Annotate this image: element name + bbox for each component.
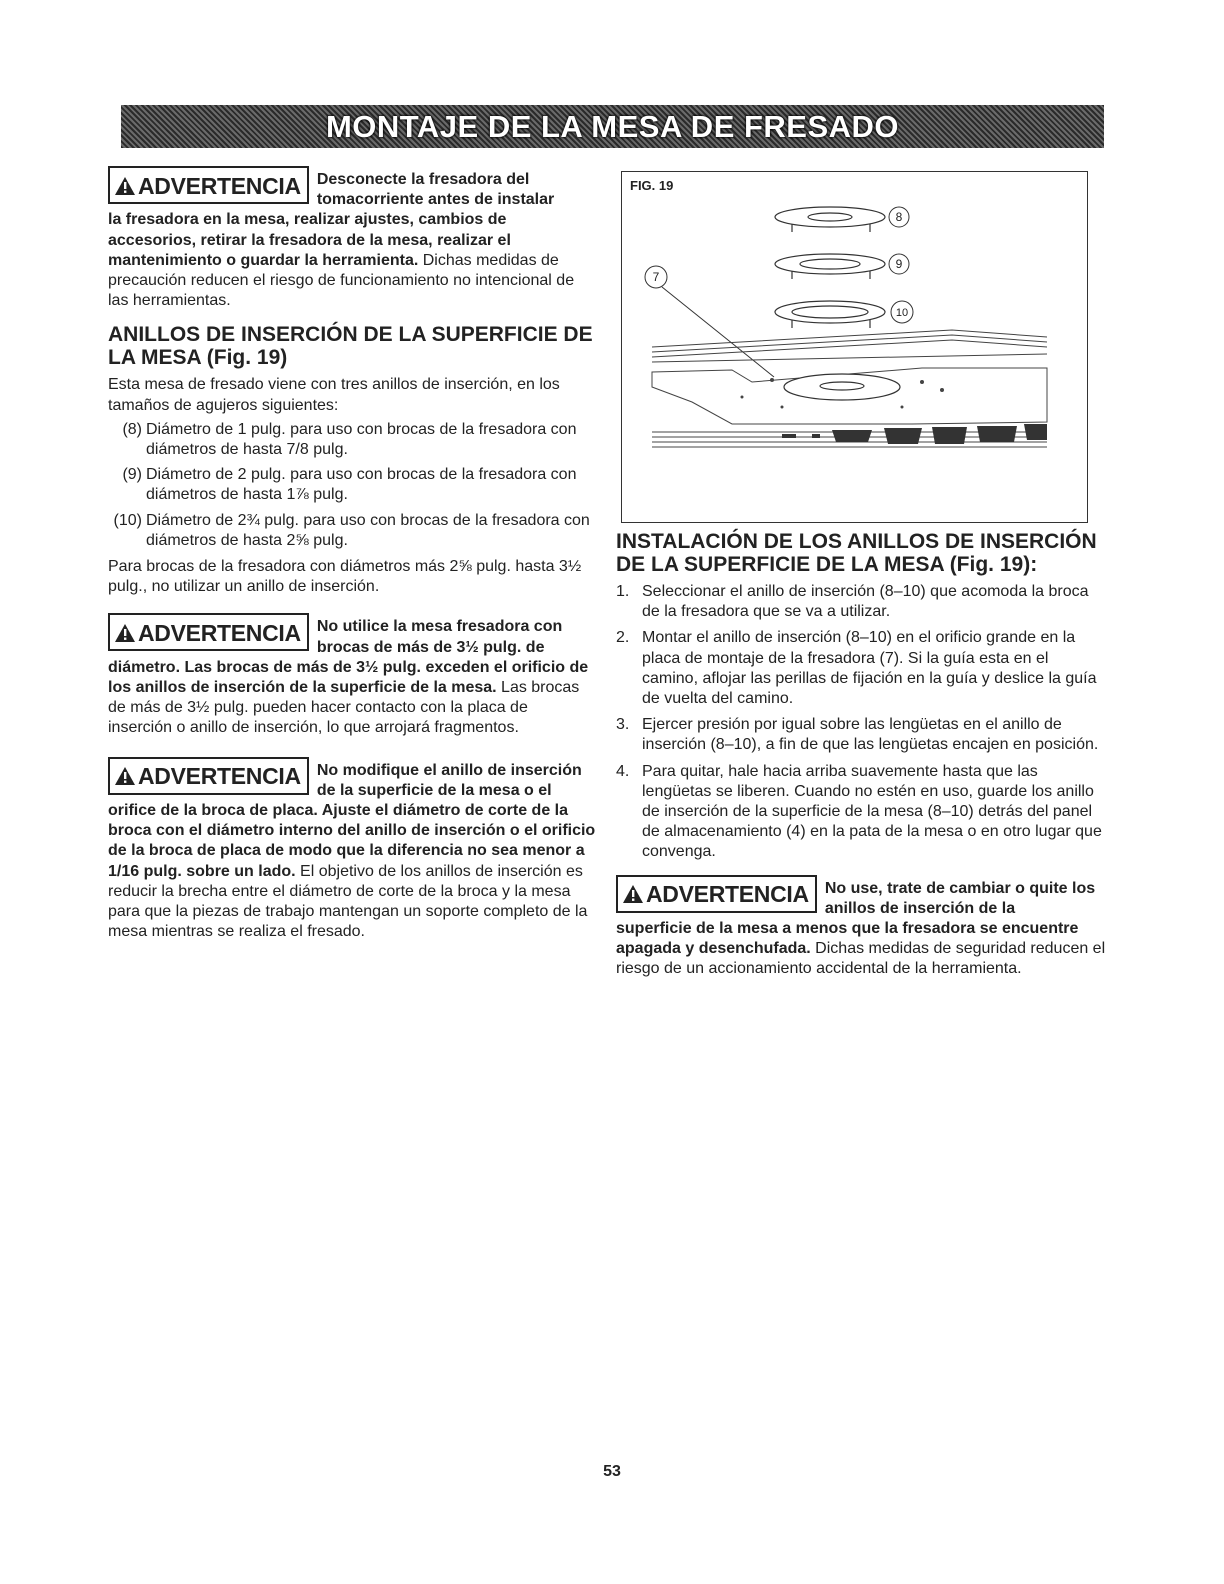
warning-bold-text: orifice de la broca de placa. Ajuste el diámetro de corte de la broca con el diámetro interno del anillo de inserción o el orificio de la broca de placa de modo que la diferencia no sea menor a 1/16 pulg. sobre un lado. <box>108 802 596 880</box>
list-item <box>108 420 596 460</box>
figure-19 <box>621 171 1088 523</box>
list-item <box>108 511 596 551</box>
warning-bold-text: superficie de la mesa a menos que la fresadora se encuentre apagada y desenchufada. <box>616 920 1079 958</box>
warning-normal-text: Las brocas de más de 3½ pulg. pueden hacer contacto con la placa de inserción o anillo de inserción, lo que arrojará fragmentos. <box>108 679 580 737</box>
warning-badge <box>108 166 309 204</box>
rings-note: Para brocas de la fresadora con diámetros más 2⅝ pulg. hasta 3½ pulg., no utilizar un anillo de inserción. <box>108 558 582 596</box>
callout-7: 7 <box>652 270 660 284</box>
warning-block-3 <box>108 755 596 943</box>
warning-label: ADVERTENCIA <box>138 172 301 199</box>
warning-lead-text: No use, trate de cambiar o quite los anillos de inserción de la <box>824 879 1096 917</box>
warning-header <box>108 611 596 657</box>
warning-lead-text: No modifique el anillo de inserción de la superficie de la mesa o el <box>316 761 582 799</box>
insert-ring-8 <box>775 207 885 232</box>
step-number: 3. <box>616 716 630 734</box>
section-heading-install: INSTALACIÓN DE LOS ANILLOS DE INSERCIÓN DE LA SUPERFICIE DE LA MESA (Fig. 19): <box>616 530 1097 576</box>
list-item <box>616 582 1108 622</box>
warning-triangle-icon <box>114 623 136 643</box>
warning-triangle-icon <box>622 884 644 904</box>
section-banner <box>121 105 1104 148</box>
warning-header <box>616 873 1108 919</box>
warning-body <box>616 919 1108 980</box>
right-column <box>616 530 1108 992</box>
ring-number: (9) <box>122 466 142 484</box>
warning-label: ADVERTENCIA <box>138 619 301 646</box>
step-number: 1. <box>616 583 630 600</box>
leader-line <box>662 287 774 377</box>
warning-normal-text: Dichas medidas de precaución reducen el riesgo de funcionamiento no intencional de las herramientas. <box>108 251 575 310</box>
page-number: 53 <box>603 1463 621 1480</box>
warning-badge <box>108 613 309 651</box>
warning-body <box>108 801 596 942</box>
warning-bold-text: diámetro. Las brocas de más de 3½ pulg. exceden el orificio de los anillos de inserción de la superficie de la mesa. <box>108 658 589 697</box>
ring-number: (8) <box>122 420 142 438</box>
step-text: Seleccionar el anillo de inserción (8–10) que acomoda la broca de la fresadora que se va a utilizar. <box>642 583 1089 621</box>
rings-list <box>108 420 596 551</box>
callout-8: 8 <box>895 210 903 224</box>
step-text: Para quitar, hale hacia arriba suavemente hasta que las lengüetas se liberen. Cuando no estén en uso, guarde los anillo de inserción de la superficie de la mesa (8–10) detrás del panel de almacenamiento (4) en la pata de la mesa o en otro lugar que convenga. <box>642 762 1102 861</box>
warning-triangle-icon <box>114 766 136 786</box>
warning-normal-text: Dichas medidas de seguridad reducen el riesgo de un accionamiento accidental de la herramienta. <box>616 940 1106 978</box>
list-item <box>616 628 1108 709</box>
warning-block-4 <box>616 873 1108 980</box>
warning-triangle-icon <box>114 176 136 196</box>
warning-header <box>108 164 596 210</box>
list-item <box>616 762 1108 863</box>
section-heading-rings: ANILLOS DE INSERCIÓN DE LA SUPERFICIE DE LA MESA (Fig. 19) <box>108 323 593 370</box>
warning-block-2 <box>108 611 596 738</box>
callout-10: 10 <box>895 307 909 319</box>
install-steps <box>616 582 1108 863</box>
warning-label: ADVERTENCIA <box>646 881 809 908</box>
warning-body <box>108 658 596 739</box>
warning-badge <box>616 875 817 913</box>
step-number: 4. <box>616 762 630 780</box>
ring-text: Diámetro de 1 pulg. para uso con brocas de la fresadora con diámetros de hasta 7/8 pulg. <box>146 420 577 459</box>
warning-normal-text: El objetivo de los anillos de inserción es reducir la brecha entre el diámetro de corte de la broca y la mesa para que la piezas de trabajo mantengan un soporte completo de la mesa mientras se realiza el fresado. <box>108 862 588 941</box>
step-text: Ejercer presión por igual sobre las lengüetas en el anillo de inserción (8–10), a fin de que las lengüetas encajen en posición. <box>642 716 1099 754</box>
step-text: Montar el anillo de inserción (8–10) en el orificio grande en la placa de montaje de la fresadora (7). Si la guía esta en el camino, aflojar las perillas de fijación en la guía y deslice la guía de vuelta del camino. <box>642 629 1097 708</box>
insert-ring-10 <box>775 301 885 328</box>
left-column <box>108 164 596 955</box>
warning-block-1 <box>108 164 596 311</box>
brand-strip <box>782 424 1047 444</box>
warning-header <box>108 755 596 801</box>
list-item <box>108 465 596 505</box>
warning-lead-text: No utilice la mesa fresadora con brocas de más de 3½ pulg. de <box>316 618 563 656</box>
warning-body <box>108 210 596 311</box>
insert-ring-9 <box>775 254 885 279</box>
ring-text: Diámetro de 2 pulg. para uso con brocas de la fresadora con diámetros de hasta 1⅞ pulg. <box>146 466 577 504</box>
warning-label: ADVERTENCIA <box>138 763 301 790</box>
warning-bold-text: la fresadora en la mesa, realizar ajustes, cambios de accesorios, retirar la fresadora de la mesa, realizar el mantenimiento o guardar la herramienta. <box>108 211 511 269</box>
warning-badge <box>108 757 309 795</box>
list-item <box>616 715 1108 755</box>
ring-text: Diámetro de 2¾ pulg. para uso con brocas de la fresadora con diámetros de hasta 2⅝ pulg. <box>146 511 590 549</box>
section-title: MONTAJE DE LA MESA DE FRESADO <box>325 108 900 144</box>
step-number: 2. <box>616 629 630 647</box>
figure-label: FIG. 19 <box>630 178 674 193</box>
rings-intro: Esta mesa de fresado viene con tres anillos de inserción, en los tamaños de agujeros siguientes: <box>108 376 560 414</box>
ring-number: (10) <box>113 511 142 529</box>
mounting-plate-hole <box>784 374 900 400</box>
callout-9: 9 <box>895 257 903 271</box>
ring-insert-illustration <box>622 172 1087 522</box>
warning-lead-text: Desconecte la fresadora del tomacorriente antes de instalar <box>316 171 555 209</box>
